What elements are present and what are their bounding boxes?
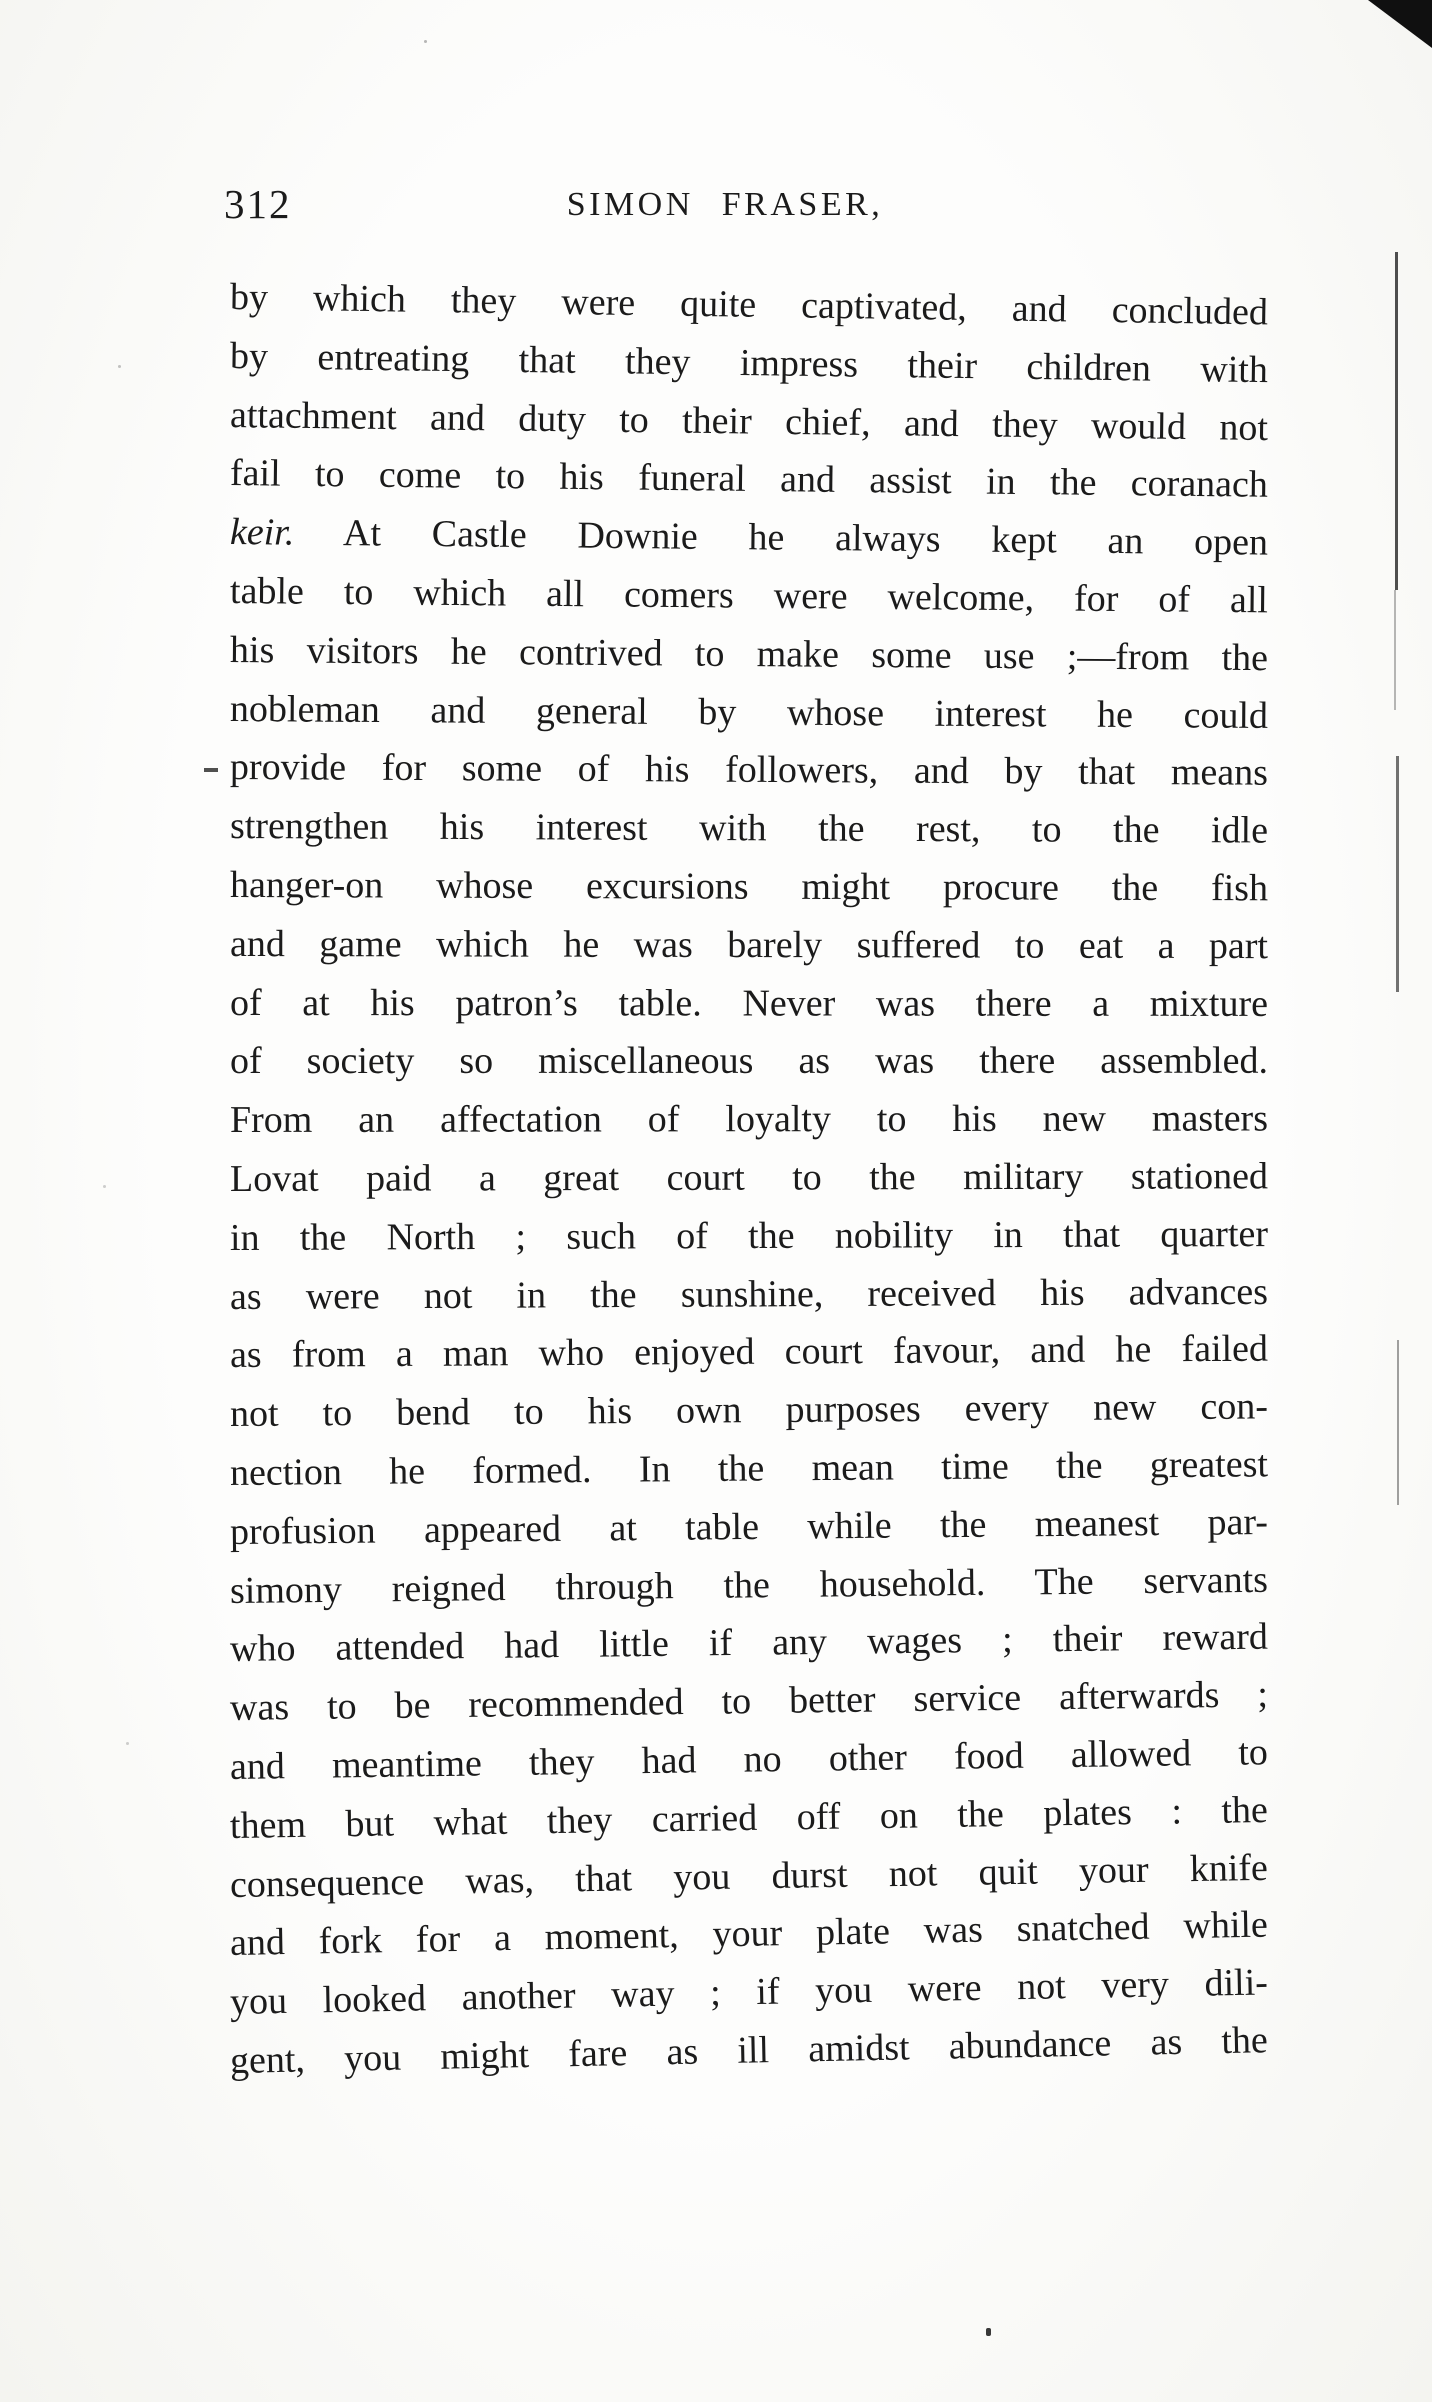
scan-speck [424,40,427,43]
text-line: nobleman and general by whose interest he could [229,687,1269,737]
page-curl-artifact [1368,0,1432,48]
scan-speck [103,1185,106,1188]
text-line: of at his patron’s table. Never was there a mixture [229,981,1269,1025]
scan-speck [204,768,218,772]
scan-edge-line [1397,1340,1399,1505]
text-line: provide for some of his followers, and by that means [229,746,1269,795]
text-line: profusion appeared at table while the meanest par- [229,1500,1269,1553]
body-text [230,268,1268,2091]
scan-edge-line [1394,590,1396,710]
running-title: SIMON FRASER, [566,186,884,223]
text-line: them but what they carried off on the plates : the [229,1788,1269,1847]
text-line: was to be recommended to better service afterwards ; [229,1673,1269,1730]
text-line: keir. At Castle Downie he always kept an open [229,511,1269,564]
scan-speck [118,365,121,368]
text-line: fail to come to his funeral and assist in the coranach [229,452,1269,507]
text-line: consequence was, that you durst not quit your knife [229,1846,1269,1906]
text-line: nection he formed. In the mean time the greatest [229,1443,1269,1494]
text-line: Lovat paid a great court to the military stationed [229,1155,1269,1200]
text-line: attachment and duty to their chief, and they would not [229,393,1269,449]
text-line: in the North ; such of the nobility in that quarter [229,1212,1269,1259]
text-line: by entreating that they impress their children with [229,334,1269,391]
scan-speck [126,1742,129,1745]
text-line: as from a man who enjoyed court favour, and he failed [229,1328,1269,1377]
text-line: you looked another way ; if you were not very dili- [229,1961,1269,2024]
text-line: as were not in the sunshine, received his advances [229,1270,1269,1318]
text-line: his visitors he contrived to make some use ;—from the [229,628,1269,679]
scan-edge-line [1396,756,1399,992]
text-line: and fork for a moment, your plate was snatched while [229,1903,1269,1965]
text-line: who attended had little if any wages ; their reward [229,1615,1269,1671]
page-header [224,176,1268,238]
page-number: 312 [224,181,292,227]
text-line: simony reigned through the household. The servants [229,1558,1269,1612]
text-line: hanger-on whose excursions might procure the fish [229,863,1269,910]
text-line: not to bend to his own purposes every new con- [229,1385,1269,1436]
text-line: by which they were quite captivated, and concluded [229,276,1269,334]
text-line: strengthen his interest with the rest, to the idle [229,805,1269,852]
text-line: gent, you might fare as ill amidst abundance as the [229,2019,1269,2082]
text-line: and game which he was barely suffered to eat a part [229,922,1269,967]
italic-word: keir. [229,511,295,554]
text-line: From an affectation of loyalty to his new masters [229,1097,1269,1142]
scan-edge-line [1395,252,1398,590]
text-line: table to which all comers were welcome, for of all [229,569,1269,622]
scan-speck [986,2328,991,2336]
text-line: of society so miscellaneous as was there assembled. [229,1040,1269,1083]
text-line: and meantime they had no other food allowed to [229,1731,1269,1788]
